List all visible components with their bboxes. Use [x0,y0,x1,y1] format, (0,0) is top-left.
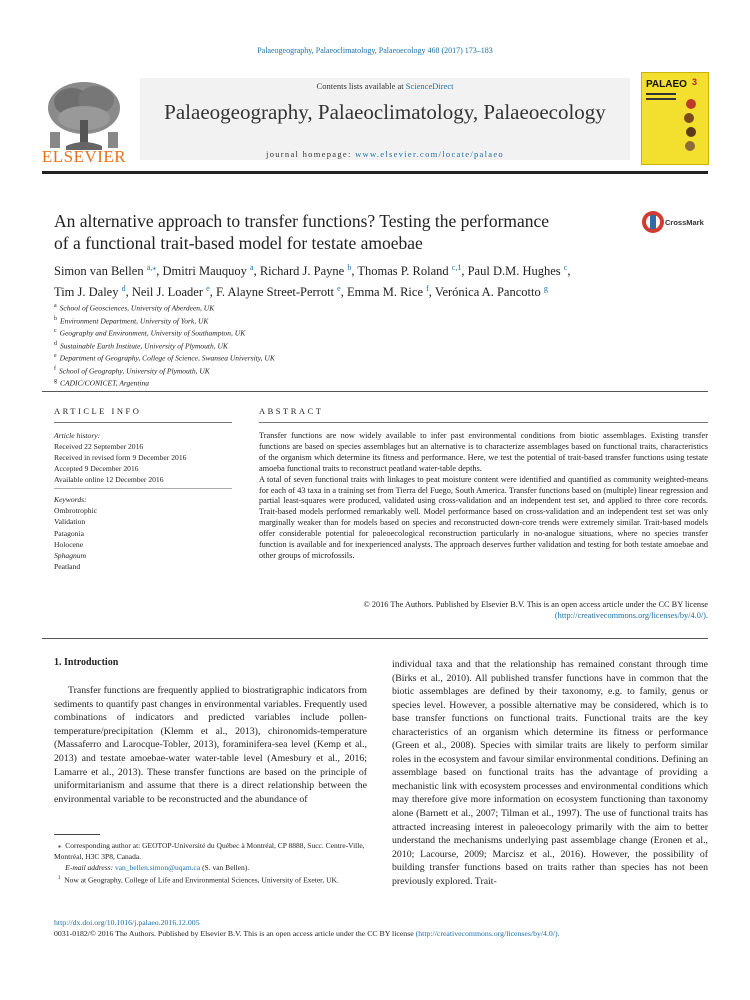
license-link[interactable]: (http://creativecommons.org/licenses/by/4.0/). [554,611,708,620]
journal-cover-thumbnail[interactable] [641,72,709,165]
header-divider [42,171,708,174]
section-divider [42,391,708,392]
doi-link[interactable]: http://dx.doi.org/10.1016/j.palaeo.2016.12.005 [54,918,200,927]
author-1[interactable]: Simon van Bellen $^{a,⁎}$ [54,263,157,279]
body-divider [42,638,708,639]
keyword-item: Peatland [54,562,81,572]
keyword-item: Validation [54,517,86,527]
crossmark-label[interactable]: CrossMark [665,218,704,227]
history-received: Received 22 September 2016 [54,442,144,451]
affiliation-item: $^f$ School of Geography, University of Plymouth, UK [54,365,210,375]
abstract-paragraph-2: A total of seven functional traits with linkages to peat moisture content were identified and quantified as community weighted-means for each of 43 taxa in a training set from Tierra del Fuego, South America. Transfer functions based on (multiple) linear regression and partial least-squares were produced, validated using cross-validation and an independent test set, and applied to three core records. Trait-based models performed remarkably well. Model performance based on cross-validation and an independent test set was only marginally weaker than for models based on species and reconstructed down-core trends were extremely similar. Trait-based models offer considerable potential for paleoecological reconstruction particularly in no-analogue situations, where no species transfer function is available and for inexperienced analysts. The approach deserves further validation and testing for both testate amoebae and other groups of microfossils. [259,474,708,560]
body-right-column [392,658,708,888]
article-title [54,210,614,254]
author-4[interactable]: Thomas P. Roland $^{c,1}$ [357,263,462,279]
history-label: Article history: [54,431,101,440]
article-title-line-1: An alternative approach to transfer functions? Testing the performance [54,211,550,231]
abstract-paragraph-1: Transfer functions are now widely available to infer past environmental conditions from biotic assemblages. Existing transfer functions are based on species assemblages but an alternative is to characterize assemblages based on functional traits, characteristics of the organism which determine its fitness and performance. Here, we test the potential of trait-based transfer functions using testate amoeba functional traits to reconstruct peatland water-table depths. [259,431,708,473]
article-info-rule [54,422,232,423]
cover-number: 3 [692,77,698,87]
introduction-heading: 1. Introduction [54,657,119,668]
keyword-item: Sphagnum [54,551,87,561]
journal-homepage-line [140,149,630,159]
author-9[interactable]: Emma M. Rice $^f$ [346,284,429,300]
author-list: Simon van Bellen $^{a,⁎}$, Dmitri Mauquoy $^a$, Richard J. Payne $^b$, Thomas P. Roland $^{c,1}$, Paul D.M. Hughes $^c$, Tim J. Daley $^d$, Neil J. Loader $^e$, F. Alayne Street-Perrott $^e$, Emma M. Rice $^f$, Verónica A. Pancotto $^g$ [54,263,571,300]
cover-image-dot [684,113,694,123]
abstract-heading: ABSTRACT [259,406,324,416]
cover-title: PALAEO [646,79,687,90]
cover-text-line [646,93,676,95]
author-8[interactable]: F. Alayne Street-Perrott $^e$ [215,284,341,300]
footnotes [54,840,367,886]
author-2[interactable]: Dmitri Mauquoy $^a$ [162,263,254,279]
elsevier-wordmark: ELSEVIER [41,147,127,166]
intro-paragraph-1: Transfer functions are frequently applied to biostratigraphic indicators from sediments to quantify past changes in environmental variables. Frequently used combinations of indicators and predicted variables include pollen-temperature/precipitation (Klemm et al., 2013), chironomids-temperature (Massaferro and Larocque-Tobler, 2013), foraminifera-sea level (Kemp et al., 2013) and testate amoebae-water water-table level (Amesbury et al., 2016; Lamarre et al., 2013). These transfer functions are based on the principle of uniformitarianism and assume that there is a direct relationship between the environmental variable to be reconstructed and the abundance of [54,685,367,805]
sciencedirect-link[interactable]: ScienceDirect [405,81,454,91]
cover-text-line [646,98,676,100]
affiliation-item: $^a$ School of Geosciences, University of Aberdeen, UK [54,303,215,313]
contents-line [140,81,630,91]
issn-license-line: 0031-0182/© 2016 The Authors. Published by Elsevier B.V. This is an open access article under the CC BY license (http://creativecommons.org/licenses/by/4.0/). [54,929,560,938]
cover-image-dot [686,99,696,109]
body-left-column [54,684,367,806]
abstract-rule [259,422,708,423]
keyword-item: Ombrotrophic [54,506,98,516]
footnote-1: $^1$ Now at Geography, College of Life and Environmental Sciences, University of Exeter, UK. [57,875,339,885]
keyword-item: Holocene [54,539,84,549]
footnote-rule [54,834,100,835]
history-divider [54,488,232,489]
affiliation-item: $^d$ Sustainable Earth Institute, University of Plymouth, UK [54,340,228,350]
cover-image-dot [686,127,696,137]
author-5[interactable]: Paul D.M. Hughes $^c$ [467,263,568,279]
author-7[interactable]: Neil J. Loader $^e$ [131,284,210,300]
affiliation-item: $^e$ Department of Geography, College of Science, Swansea University, UK [54,353,275,363]
contents-prefix: Contents lists available at [316,81,406,91]
author-10[interactable]: Verónica A. Pancotto $^g$ [434,284,548,300]
keywords-label: Keywords: [54,495,87,504]
footnote-email: E-mail address: van_bellen.simon@uqam.ca (S. van Bellen). [65,863,250,872]
journal-reference-link[interactable]: Palaeogeography, Palaeoclimatology, Palaeoecology 468 (2017) 173–183 [257,46,493,55]
license-statement [259,599,708,621]
homepage-link[interactable]: www.elsevier.com/locate/palaeo [355,149,504,159]
intro-paragraph-continued: individual taxa and that the relationship has remained constant through time (Birks et al., 2010). All published transfer functions have in common that the biotic assemblages are defined by their taxonomy, e.g. to family, genus or species level. However, a possible alternative may be considered, which is to base transfer functions on functional traits. Functional traits are the key characteristics of an organism which determine its fitness or performance (Green et al., 2008). Species with similar traits are likely to perform similar roles in the ecosystem and favour similar environmental conditions. Defining an assemblage based on functional traits has the advantage of providing a mechanistic link with ecosystem processes and environmental conditions which may therefore give more information on ecosystem functioning than taxonomy alone (Barnett et al., 2007; Tilman et al., 1997). The use of functional traits has attracted increasing interest in paleoecology primarily with the aim to better understand the mechanisms underlying past assemblage change (Eronen et al., 2010; Lacourse, 2009; Marcisz et al., 2016). However, the possibility of building transfer functions based on traits rather than species has not been previously explored. Trait- [392,659,708,887]
history-online: Available online 12 December 2016 [54,475,164,484]
email-link[interactable]: van_bellen.simon@uqam.ca [114,863,201,872]
keyword-item: Patagonia [54,528,84,538]
article-history [54,430,234,485]
homepage-prefix: journal homepage: [266,149,356,159]
history-revised: Received in revised form 9 December 2016 [54,453,187,462]
abstract-body [259,431,708,562]
article-title-line-2: of a functional trait-based model for testate amoebae [54,233,423,253]
keywords-block [54,494,234,572]
journal-title: Palaeogeography, Palaeoclimatology, Palaeoecology [164,100,606,124]
affiliation-item: $^g$ CADIC/CONICET, Argentina [54,378,150,388]
history-accepted: Accepted 9 December 2016 [54,464,139,473]
footer-license-link[interactable]: (http://creativecommons.org/licenses/by/4.0/). [415,929,560,938]
license-text: © 2016 The Authors. Published by Elsevier B.V. This is an open access article under the CC BY license [363,600,708,609]
author-3[interactable]: Richard J. Payne $^b$ [259,263,352,279]
article-info-heading: ARTICLE INFO [54,406,142,416]
affiliation-item: $^c$ Geography and Environment, University of Southampton, UK [54,328,246,338]
footnote-corresponding: ⁎ Corresponding author at: GEOTOP-Université du Québec à Montréal, CP 8888, Succ. Centre-Ville, Montréal, H3C 3P8, Canada. [54,841,365,861]
affiliation-item: $^b$ Environment Department, University of York, UK [54,315,209,325]
affiliation-list [54,301,694,389]
cover-image-dot [685,141,695,151]
author-6[interactable]: Tim J. Daley $^d$ [54,284,126,300]
